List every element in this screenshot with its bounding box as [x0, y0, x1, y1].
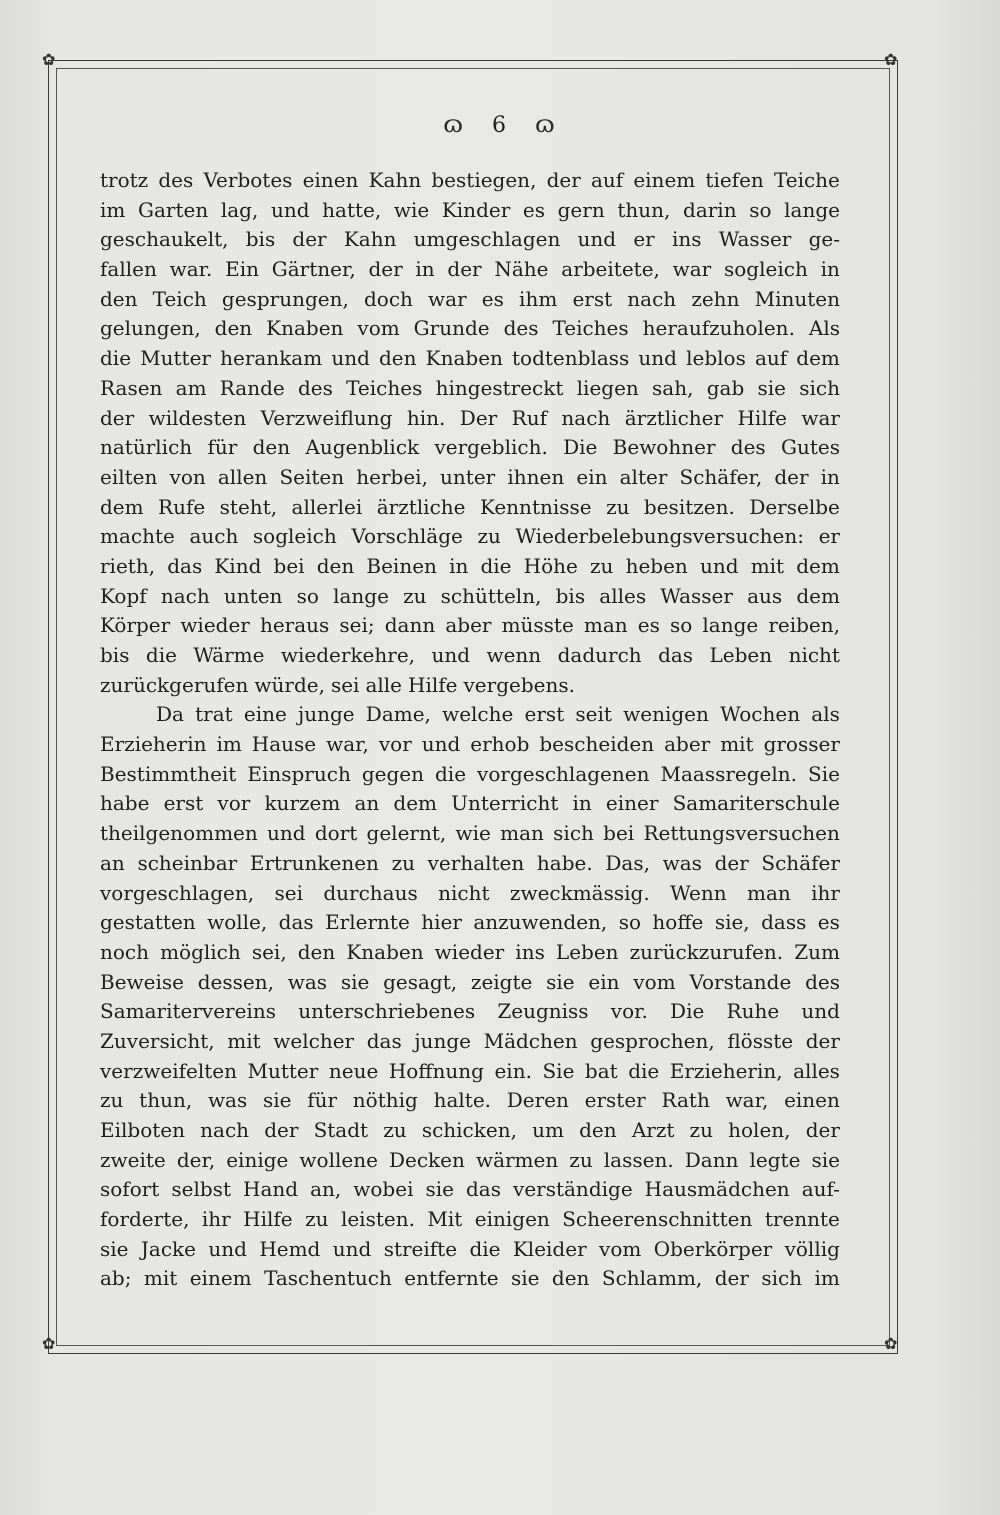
text-line: Zuversicht, mit welcher das junge Mädchen gesprochen, flösste der — [100, 1028, 840, 1053]
text-line: ab; mit einem Taschentuch entfernte sie den Schlamm, der sich im — [100, 1266, 840, 1291]
text-line: zurückgerufen würde, sei alle Hilfe vergebens. — [100, 672, 575, 697]
text-line: machte auch sogleich Vorschläge zu Wiederbelebungsversuchen: er — [100, 524, 840, 549]
corner-ornament-top-right: ✿ — [884, 50, 898, 69]
text-line: bis die Wärme wiederkehre, und wenn dadurch das Leben nicht — [100, 643, 840, 667]
header-ornament-right: ɷ — [535, 110, 557, 138]
body-text — [100, 166, 840, 1294]
text-line: rieth, das Kind bei den Beinen in die Höhe zu heben und mit dem — [100, 553, 840, 578]
text-line: fallen war. Ein Gärtner, der in der Nähe arbeitete, war sogleich in — [100, 257, 840, 282]
text-line: eilten von allen Seiten herbei, unter ihnen ein alter Schäfer, der in — [100, 464, 840, 489]
text-line: Eilboten nach der Stadt zu schicken, um den Arzt zu holen, der — [100, 1118, 840, 1142]
text-line: noch möglich sei, den Knaben wieder ins Leben zurückzurufen. Zum — [100, 939, 840, 964]
text-line: sofort selbst Hand an, wobei sie das verständige Hausmädchen auf- — [100, 1177, 840, 1202]
text-line: verzweifelten Mutter neue Hoffnung ein. Sie bat die Erzieherin, alles — [100, 1058, 840, 1083]
text-line: vorgeschlagen, sei durchaus nicht zweckmässig. Wenn man ihr — [100, 880, 840, 905]
text-line: Rasen am Rande des Teiches hingestreckt liegen sah, gab sie sich — [100, 375, 840, 400]
corner-ornament-bottom-left: ✿ — [42, 1334, 56, 1353]
text-line: Erzieherin im Hause war, vor und erhob bescheiden aber mit grosser — [100, 732, 840, 757]
text-line: die Mutter herankam und den Knaben todtenblass und leblos auf dem — [100, 346, 840, 371]
text-line: der wildesten Verzweiflung hin. Der Ruf nach ärztlicher Hilfe war — [100, 405, 840, 430]
text-line: dem Rufe steht, allerlei ärztliche Kenntnisse zu besitzen. Derselbe — [100, 494, 840, 519]
text-line: Beweise dessen, was sie gesagt, zeigte sie ein vom Vorstande des — [100, 969, 840, 994]
page-number: 6 — [492, 113, 508, 138]
page-header — [0, 110, 1000, 138]
text-line: zweite der, einige wollene Decken wärmen zu lassen. Dann legte sie — [100, 1147, 840, 1172]
text-line: forderte, ihr Hilfe zu leisten. Mit einigen Scheerenschnitten trennte — [100, 1207, 840, 1232]
text-line: an scheinbar Ertrunkenen zu verhalten habe. Das, was der Schäfer — [100, 850, 840, 875]
text-line: habe erst vor kurzem an dem Unterricht in einer Samariterschule — [100, 791, 840, 816]
text-line: trotz des Verbotes einen Kahn bestiegen, der auf einem tiefen Teiche — [100, 168, 840, 192]
text-line: im Garten lag, und hatte, wie Kinder es gern thun, darin so lange — [100, 197, 840, 222]
text-line: Bestimmtheit Einspruch gegen die vorgeschlagenen Maassregeln. Sie — [100, 761, 840, 786]
text-line: geschaukelt, bis der Kahn umgeschlagen und er ins Wasser ge- — [100, 227, 840, 252]
text-line: theilgenommen und dort gelernt, wie man sich bei Rettungsversuchen — [100, 821, 840, 846]
text-line: zu thun, was sie für nöthig halte. Deren erster Rath war, einen — [100, 1088, 840, 1113]
text-line: natürlich für den Augenblick vergeblich. Die Bewohner des Gutes — [100, 435, 840, 460]
text-line: gelungen, den Knaben vom Grunde des Teiches heraufzuholen. Als — [100, 316, 840, 341]
text-line: gestatten wolle, das Erlernte hier anzuwenden, so hoffe sie, dass es — [100, 910, 840, 935]
text-line: Samaritervereins unterschriebenes Zeugniss vor. Die Ruhe und — [100, 999, 840, 1024]
corner-ornament-bottom-right: ✿ — [884, 1334, 898, 1353]
text-line: sie Jacke und Hemd und streifte die Kleider vom Oberkörper völlig — [100, 1236, 840, 1261]
text-line: den Teich gesprungen, doch war es ihm erst nach zehn Minuten — [100, 286, 840, 311]
header-ornament-left: ɷ — [443, 110, 465, 138]
corner-ornament-top-left: ✿ — [42, 50, 56, 69]
text-line: Körper wieder heraus sei; dann aber müsste man es so lange reiben, — [100, 613, 840, 638]
text-line: Kopf nach unten so lange zu schütteln, bis alles Wasser aus dem — [100, 583, 840, 608]
text-line: Da trat eine junge Dame, welche erst seit wenigen Wochen als — [156, 702, 840, 727]
